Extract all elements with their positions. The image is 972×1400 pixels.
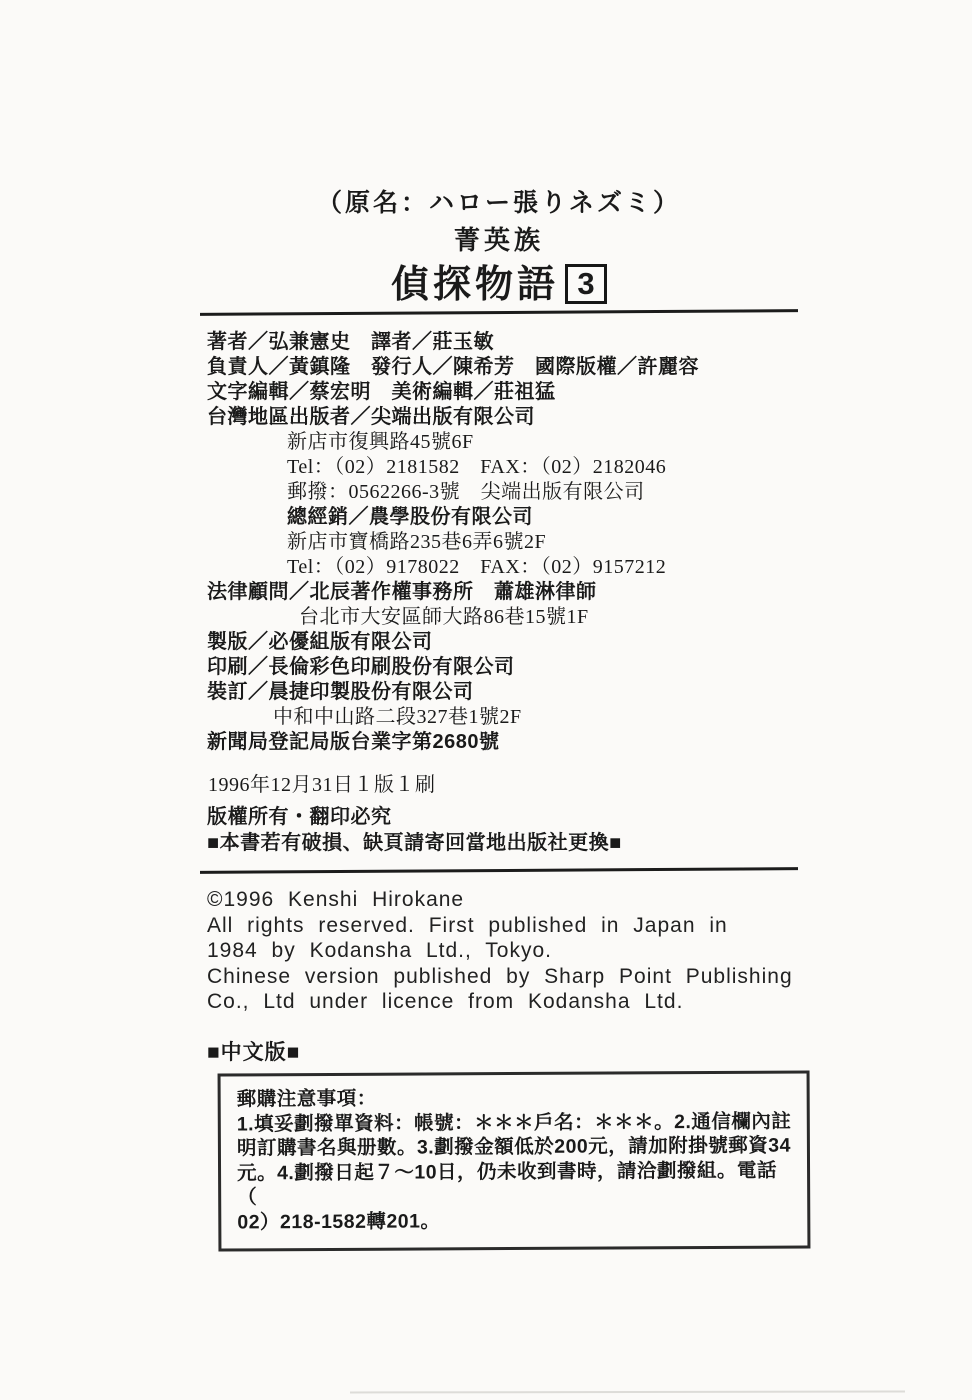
credit-line: 新店市寶橋路235巷6弄6號2F [287,531,547,553]
mail-order-notice-box [218,1070,811,1251]
divider-middle [200,867,798,874]
mail-order-line: 元。4.劃撥日起７～10日，仍未收到書時，請洽劃撥組。電話（ [237,1159,778,1209]
credit-line: Tel：（02）9178022 FAX：（02）9157212 [287,556,667,578]
scan-artifact-line [350,1391,905,1394]
english-copyright-line: Chinese version published by Sharp Point Publishing [207,964,793,988]
credit-line: 中和中山路二段327巷1號2F [273,706,522,728]
credit-line: 新店市復興路45號6F [287,431,474,453]
english-copyright-line: Co., Ltd under licence from Kodansha Ltd. [207,990,684,1013]
edition-date: 1996年12月31日１版１刷 [208,774,436,796]
english-copyright-block [207,887,827,1015]
credit-line: 文字編輯／蔡宏明 美術編輯／莊祖猛 [207,381,556,403]
mail-order-line: 02）218-1582轉201。 [237,1209,441,1233]
mail-order-line: 明訂購書名與册數。3.劃撥金額低於200元，請加附掛號郵資34 [236,1134,791,1160]
rights-statement-line: 版權所有・翻印必究 [207,806,392,828]
english-copyright-line: All rights reserved. First published in Japan in [207,913,728,937]
series-label: 菁英族 [453,225,544,255]
credit-line: 著者／弘兼憲史 譯者／莊玉敏 [207,331,494,353]
credit-line: 印刷／長倫彩色印刷股份有限公司 [207,656,515,678]
credit-line: 負責人／黃鎮隆 發行人／陳希芳 國際版權／許麗容 [207,356,699,378]
rights-statement-block [207,804,827,856]
credits-list [207,330,827,755]
credit-line: 郵撥：0562266-3號 尖端出版有限公司 [287,481,645,503]
mail-order-line: 郵購注意事項： [236,1087,377,1111]
divider-top [200,309,798,316]
credit-line: 法律顧問／北辰著作權事務所 蕭雄淋律師 [207,581,597,603]
original-title: （原名：ハロー張りネズミ） [316,189,681,217]
credit-line: 新聞局登記局版台業字第2680號 [207,731,500,753]
credit-line: 製版／必優組版有限公司 [207,631,433,653]
chinese-edition-label: ■中文版■ [207,1041,301,1064]
rights-statement-line: ■本書若有破損、缺頁請寄回當地出版社更換■ [207,832,622,854]
book-title [200,262,798,308]
english-copyright-line: ©1996 Kenshi Hirokane [207,888,465,911]
credit-line: Tel：（02）2181582 FAX：（02）2182046 [287,456,667,478]
credit-line: 裝訂／晨捷印製股份有限公司 [207,681,474,703]
mail-order-line: 1.填妥劃撥單資料：帳號：＊＊＊戶名：＊＊＊。2.通信欄內註 [236,1110,792,1135]
credit-line: 台北市大安區師大路86巷15號1F [299,606,589,628]
english-copyright-line: 1984 by Kodansha Ltd., Tokyo. [207,939,552,962]
credit-line: 總經銷／農學股份有限公司 [287,506,533,528]
credit-line: 台灣地區出版者／尖端出版有限公司 [207,406,535,428]
volume-badge: 3 [565,264,607,304]
book-title-text: 偵探物語 [390,264,559,306]
title-block [200,186,798,308]
